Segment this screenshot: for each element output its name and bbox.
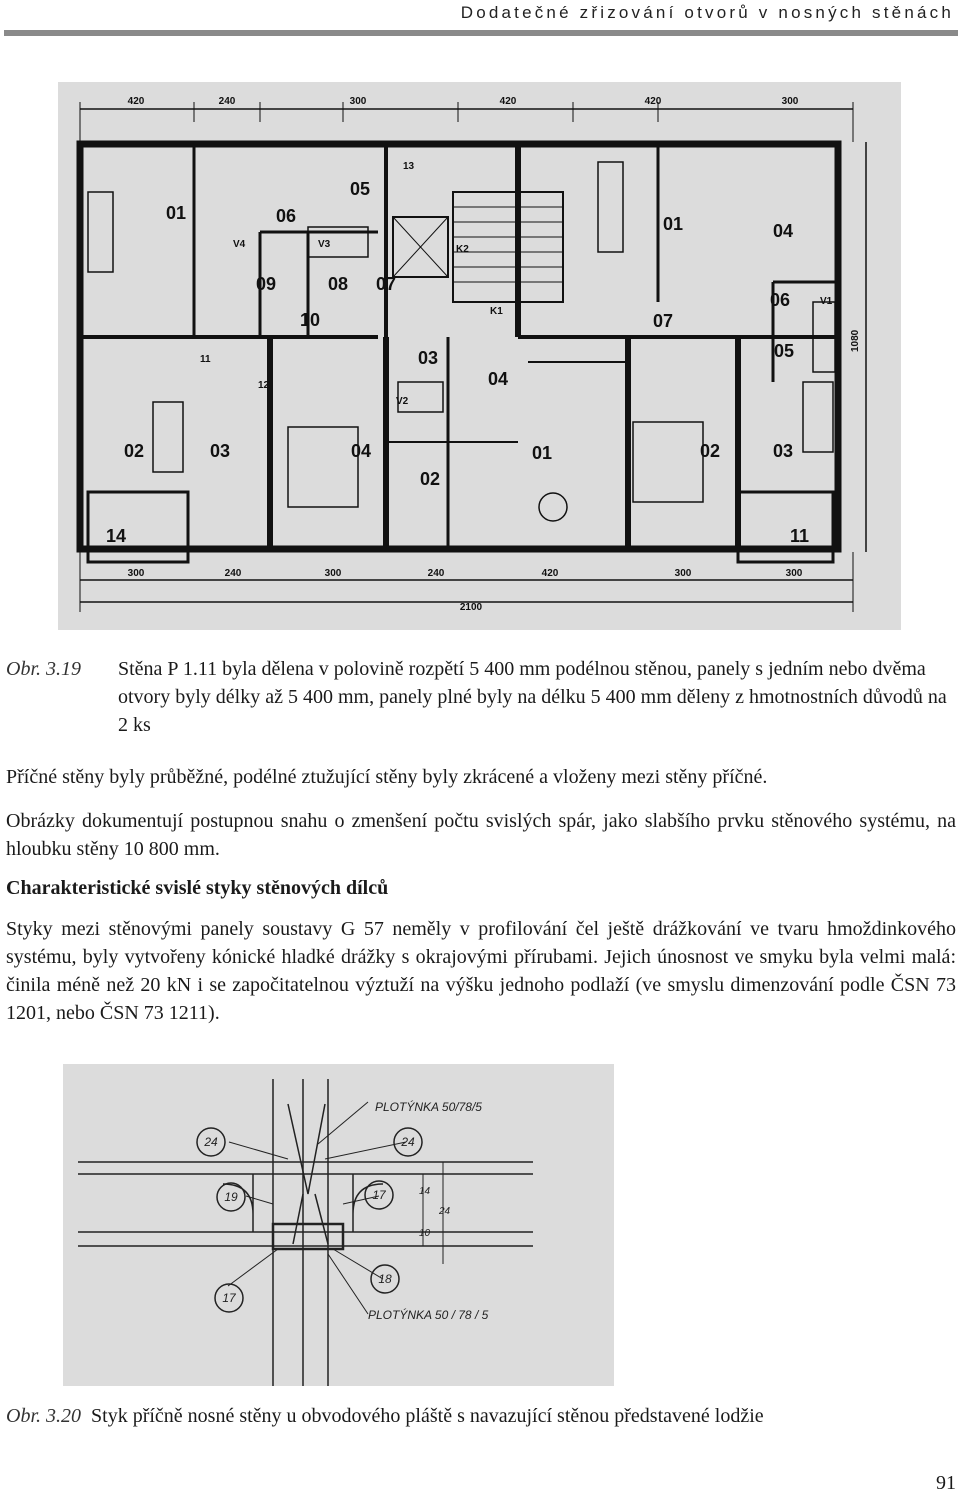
section-heading: Charakteristické svislé styky stěnových dílců xyxy=(6,877,389,899)
room-label: 05 xyxy=(350,179,371,199)
room-label: 03 xyxy=(773,441,794,461)
joint-detail-figure xyxy=(63,1064,614,1386)
room-label: 09 xyxy=(256,274,277,294)
dim-14: 14 xyxy=(419,1186,431,1197)
room-label: 03 xyxy=(210,441,231,461)
dim-top-1: 420 xyxy=(127,96,145,107)
room-label: 05 xyxy=(774,341,795,361)
dim-bottom-2: 240 xyxy=(224,568,242,579)
figure-caption-text: Styk příčně nosné stěny u obvodového pláště s navazující stěnou představené lodžie xyxy=(91,1405,764,1427)
room-label: 06 xyxy=(276,206,297,226)
callout-17: 17 xyxy=(372,1188,386,1202)
room-label: 10 xyxy=(300,310,321,330)
room-label: 04 xyxy=(773,221,794,241)
callout-17: 17 xyxy=(222,1291,236,1305)
figure-caption-text: Stěna P 1.11 byla dělena v polovině rozpětí 5 400 mm podélnou stěnou, panely s jedním nebo dvěma otvory byly délky až 5 400 mm, panely plné byly na délku 5 400 mm děleny z hmotnostních důvodů na 2 ks xyxy=(118,658,947,736)
figure-number: Obr. 3.20 xyxy=(6,1405,82,1427)
room-label: 02 xyxy=(420,469,441,489)
room-label: 04 xyxy=(488,369,509,389)
room-label: V2 xyxy=(396,396,409,407)
dim-side: 1080 xyxy=(850,329,861,352)
floor-plan-drawing xyxy=(58,82,901,630)
dim-bottom-5: 420 xyxy=(541,568,559,579)
dim-top-3: 300 xyxy=(349,96,367,107)
dim-bottom-3: 300 xyxy=(324,568,342,579)
room-label: K2 xyxy=(456,244,469,255)
dim-top-2: 240 xyxy=(218,96,236,107)
figure-number: Obr. 3.19 xyxy=(6,658,82,680)
callout-24: 24 xyxy=(204,1135,218,1149)
plate-label-top: PLOTÝNKA 50/78/5 xyxy=(375,1100,482,1114)
dim-10: 10 xyxy=(419,1228,431,1239)
dim-total: 2100 xyxy=(459,602,483,613)
running-header xyxy=(0,0,960,40)
room-label: V4 xyxy=(233,239,246,250)
dim-bottom-4: 240 xyxy=(427,568,445,579)
room-label: 04 xyxy=(351,441,372,461)
callout-18: 18 xyxy=(378,1272,392,1286)
room-label: 08 xyxy=(328,274,349,294)
room-label: 02 xyxy=(124,441,145,461)
room-label: 12 xyxy=(258,380,270,391)
figure-caption xyxy=(6,655,956,736)
running-header-title: Dodatečné zřizování otvorů v nosných stěnách xyxy=(460,3,954,22)
room-label: 02 xyxy=(700,441,721,461)
room-label: 13 xyxy=(403,161,415,172)
floor-plan-figure xyxy=(58,82,901,630)
dim-top-5: 420 xyxy=(644,96,662,107)
dim-top-6: 300 xyxy=(781,96,799,107)
dim-bottom-7: 300 xyxy=(785,568,803,579)
dim-bottom-6: 300 xyxy=(674,568,692,579)
room-label: 01 xyxy=(166,203,187,223)
room-label: 06 xyxy=(770,290,791,310)
room-label: 07 xyxy=(653,311,674,331)
callout-24: 24 xyxy=(401,1135,415,1149)
dim-24: 24 xyxy=(439,1206,451,1217)
dim-top-4: 420 xyxy=(499,96,517,107)
callout-19: 19 xyxy=(224,1190,238,1204)
room-label: 11 xyxy=(790,526,810,546)
room-label: 03 xyxy=(418,348,439,368)
room-label: 01 xyxy=(532,443,553,463)
page-number: 91 xyxy=(936,1472,956,1494)
room-label: V3 xyxy=(318,239,331,250)
body-paragraph: Příčné stěny byly průběžné, podélné ztužující stěny byly zkrácené a vloženy mezi stěny příčné. xyxy=(6,766,768,788)
room-label: K1 xyxy=(490,306,503,317)
header-rule xyxy=(4,30,958,36)
plate-label-bottom: PLOTÝNKA 50 / 78 / 5 xyxy=(368,1308,489,1322)
room-label: 07 xyxy=(376,274,397,294)
room-label: 01 xyxy=(663,214,684,234)
body-paragraph: Obrázky dokumentují postupnou snahu o zmenšení počtu svislých spár, jako slabšího prvku stěnového systému, na hloubku stěny 10 800 mm. xyxy=(6,810,956,860)
body-paragraph: Styky mezi stěnovými panely soustavy G 57 neměly v profilování čel ještě drážkování ve tvaru hmoždinkového systému, byly vytvořeny kónické hladké drážky s okrajovými přírubami. Jejich únosnost ve smyku byla velmi malá: činila méně než 20 kN i se započitatelnou výztuží na výšku jednoho podlaží (ve smyslu dimenzování podle ČSN 73 1201, nebo ČSN 73 1211). xyxy=(6,918,956,1024)
figure-caption xyxy=(6,1402,956,1430)
room-label: V1 xyxy=(820,296,833,307)
room-label: 14 xyxy=(106,526,127,546)
dim-bottom-1: 300 xyxy=(127,568,145,579)
joint-detail-drawing xyxy=(63,1064,614,1386)
room-label: 11 xyxy=(200,354,211,365)
